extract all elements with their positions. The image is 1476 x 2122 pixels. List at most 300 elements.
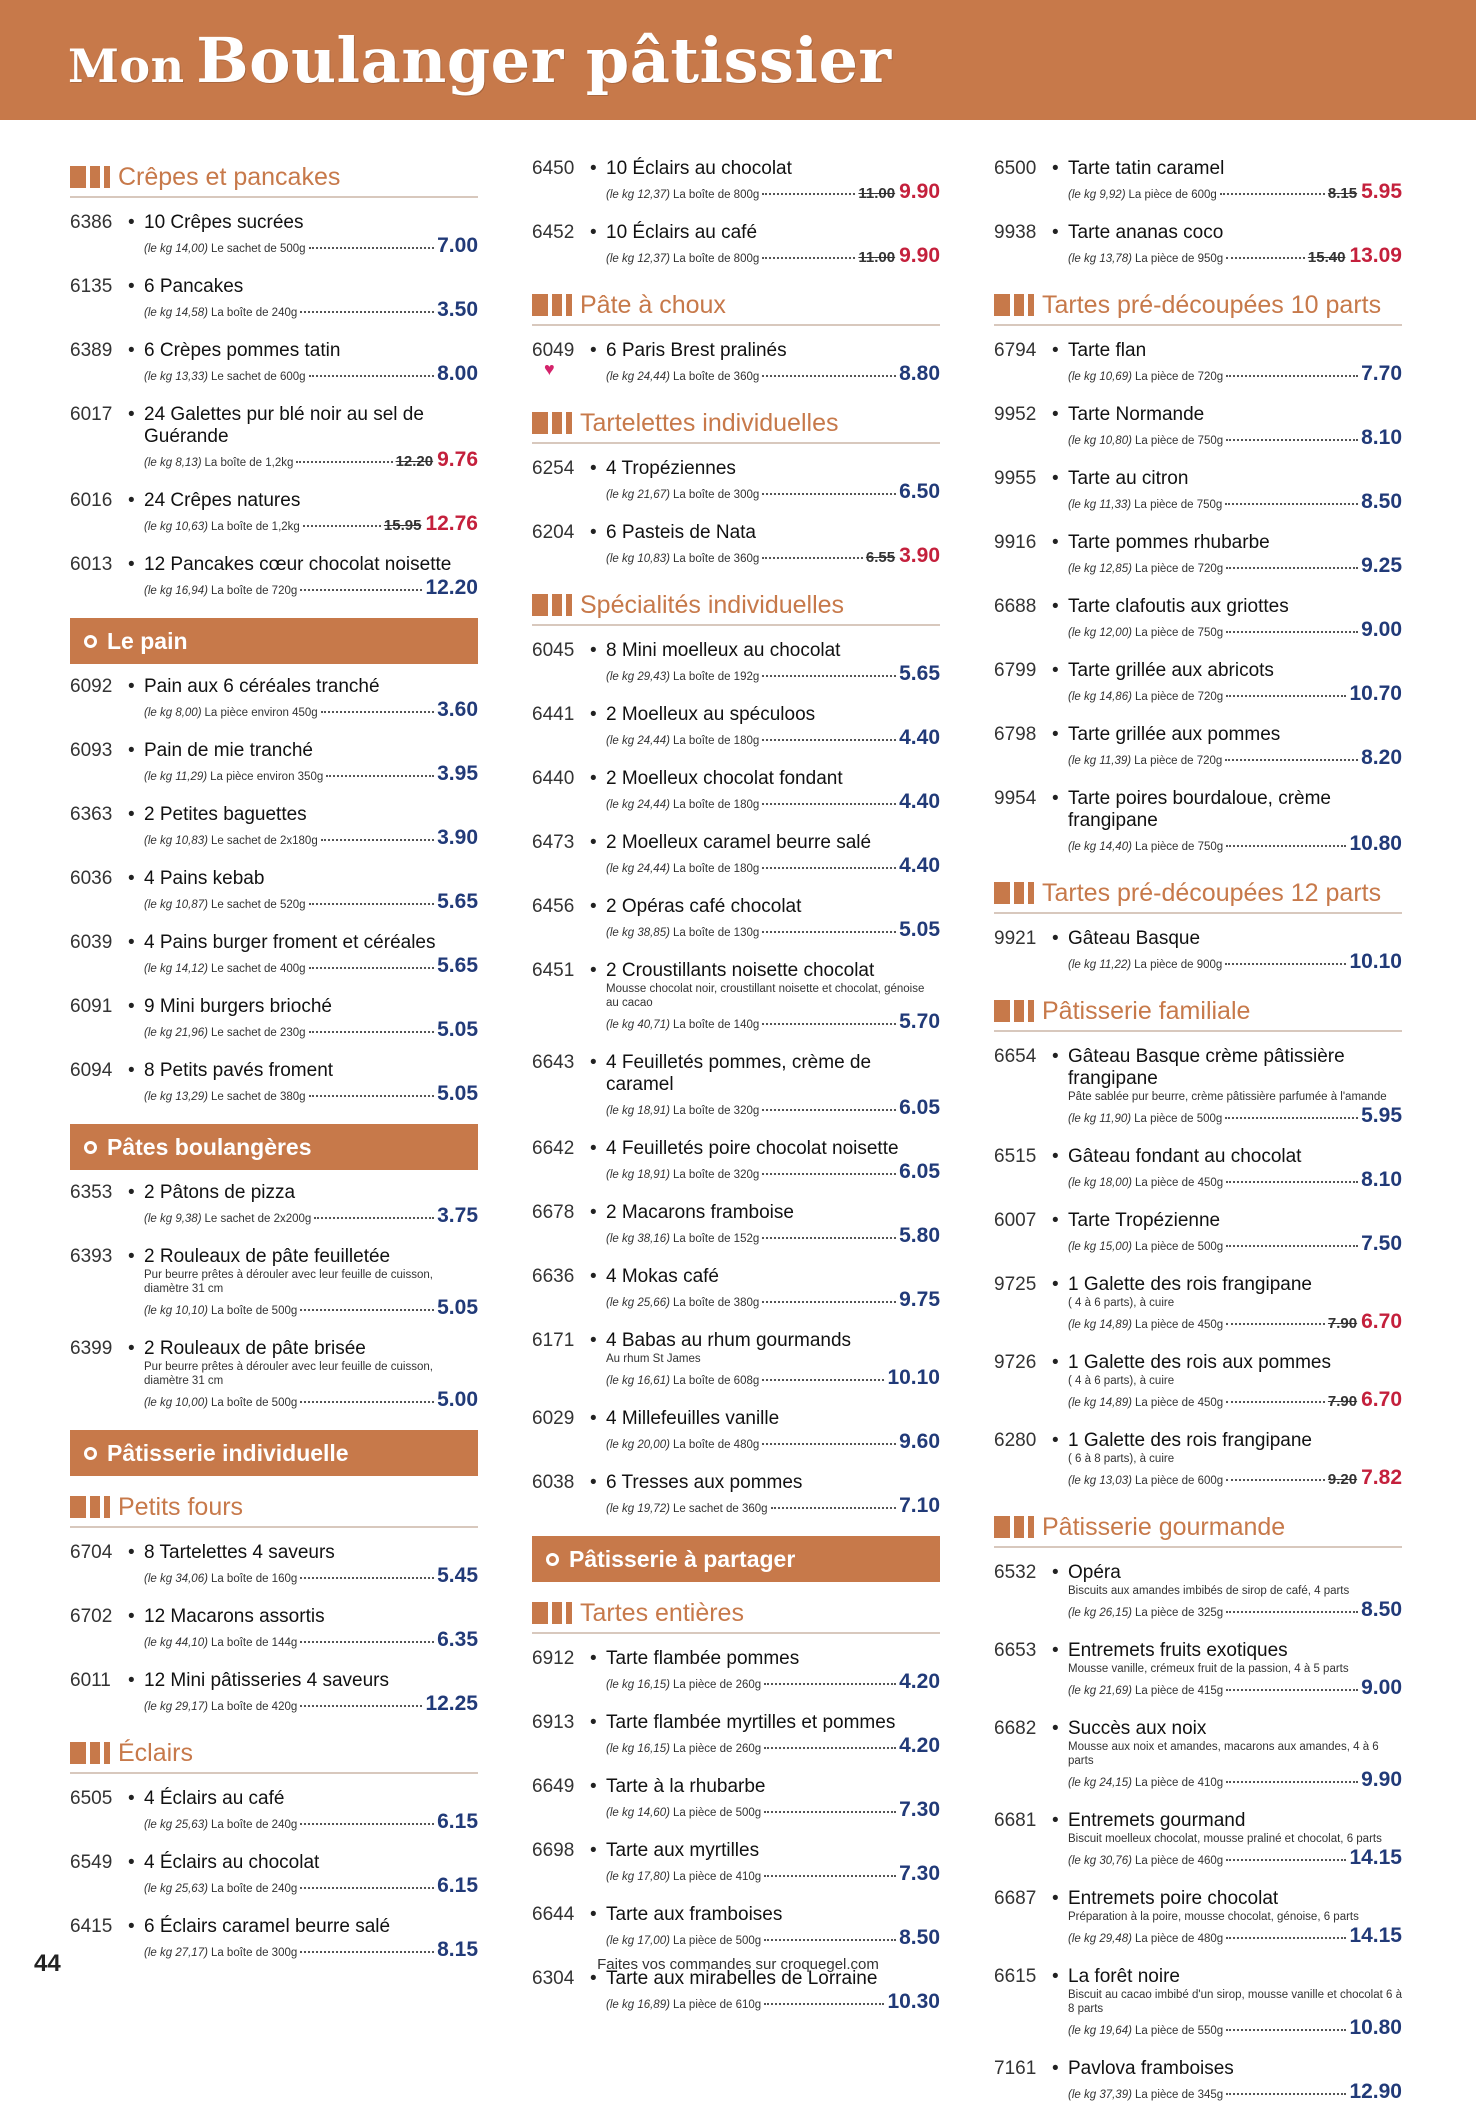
product-price: 12.20 xyxy=(425,576,478,599)
catalog-column-1 xyxy=(70,150,478,1980)
product-name: Tarte au citron xyxy=(1068,468,1189,489)
dotted-leader xyxy=(762,193,855,195)
bullet-icon: • xyxy=(128,490,135,511)
product-item[interactable] xyxy=(994,1562,1402,1622)
product-name: 4 Babas au rhum gourmands xyxy=(606,1330,852,1351)
product-item[interactable] xyxy=(532,1330,940,1390)
price-per-kg: (le kg 17,80) xyxy=(606,1871,670,1883)
product-price: 5.80 xyxy=(899,1224,940,1247)
product-price: 4.40 xyxy=(899,726,940,749)
product-price: 5.05 xyxy=(899,918,940,941)
price-per-kg: (le kg 18,00) xyxy=(1068,1177,1132,1189)
product-item[interactable] xyxy=(70,740,478,786)
product-item[interactable] xyxy=(532,1840,940,1886)
product-item[interactable] xyxy=(994,1966,1402,2040)
product-item[interactable] xyxy=(994,660,1402,706)
circle-icon xyxy=(84,1447,97,1460)
bars-icon xyxy=(994,882,1034,904)
product-item[interactable] xyxy=(70,1788,478,1834)
product-item[interactable] xyxy=(532,1408,940,1454)
product-name: 24 Crêpes natures xyxy=(144,490,301,511)
bars-icon xyxy=(532,294,572,316)
product-item[interactable] xyxy=(70,1606,478,1652)
product-price: 5.65 xyxy=(899,662,940,685)
product-code: 6135 xyxy=(70,276,113,297)
price-per-kg: (le kg 38,16) xyxy=(606,1233,670,1245)
catalog-section xyxy=(994,992,1402,1490)
product-code: 6171 xyxy=(532,1330,575,1351)
subsection-title: Pâtisserie familiale xyxy=(1042,996,1251,1025)
price-per-kg: (le kg 12,85) xyxy=(1068,563,1132,575)
price-line xyxy=(144,1388,478,1412)
product-item[interactable] xyxy=(532,1472,940,1518)
product-price: 8.50 xyxy=(1361,1598,1402,1621)
bullet-icon: • xyxy=(1052,596,1059,617)
product-item[interactable] xyxy=(994,2058,1402,2104)
product-name: 2 Pâtons de pizza xyxy=(144,1182,296,1203)
product-price: 5.65 xyxy=(437,890,478,913)
product-item[interactable] xyxy=(532,896,940,942)
product-item[interactable] xyxy=(532,1052,940,1120)
product-code: 6654 xyxy=(994,1046,1037,1067)
bullet-icon: • xyxy=(128,1670,135,1691)
product-item[interactable] xyxy=(532,1266,940,1312)
dotted-leader xyxy=(762,739,896,741)
product-body xyxy=(1068,596,1402,642)
price-line xyxy=(606,1734,940,1758)
price-line xyxy=(144,576,478,600)
product-code: 6093 xyxy=(70,740,113,761)
product-code: 6452 xyxy=(532,222,575,243)
price-per-kg: (le kg 27,17) xyxy=(144,1947,208,1959)
product-item[interactable] xyxy=(994,532,1402,578)
product-price: 8.00 xyxy=(437,362,478,385)
product-name: Tarte aux framboises xyxy=(606,1904,783,1925)
price-per-kg: (le kg 10,63) xyxy=(144,521,208,533)
product-body xyxy=(1068,340,1402,386)
product-price: 9.25 xyxy=(1361,554,1402,577)
subsection-title: Tartes pré-découpées 12 parts xyxy=(1042,878,1382,907)
product-body xyxy=(1068,1718,1402,1792)
product-item[interactable] xyxy=(532,158,940,204)
product-price: 7.10 xyxy=(899,1494,940,1517)
product-body xyxy=(144,212,478,258)
product-description: Mousse aux noix et amandes, macarons aux amandes, 4 à 6 parts xyxy=(1068,1741,1379,1767)
product-body xyxy=(606,1712,940,1758)
product-price: 9.90 xyxy=(899,244,940,267)
subsection-header xyxy=(532,404,940,444)
product-item[interactable] xyxy=(994,1352,1402,1412)
package-size: La boîte de 1,2kg xyxy=(204,457,294,469)
product-name: Tarte flambée myrtilles et pommes xyxy=(606,1712,896,1733)
product-body xyxy=(606,1266,940,1312)
package-size: La pièce de 720g xyxy=(1134,691,1224,703)
product-item[interactable] xyxy=(994,1640,1402,1700)
product-item[interactable] xyxy=(994,596,1402,642)
subsection-title: Tartelettes individuelles xyxy=(580,408,839,437)
bullet-icon: • xyxy=(590,832,597,853)
product-item[interactable] xyxy=(532,1138,940,1184)
product-item[interactable] xyxy=(70,404,478,472)
product-name: Succès aux noix xyxy=(1068,1718,1207,1739)
product-item[interactable] xyxy=(70,340,478,386)
product-body xyxy=(144,1246,478,1320)
product-body xyxy=(144,1788,478,1834)
product-item[interactable] xyxy=(532,704,940,750)
bars-icon xyxy=(532,412,572,434)
product-item[interactable] xyxy=(994,1810,1402,1870)
package-size: La boîte de 130g xyxy=(672,927,760,939)
bullet-icon: • xyxy=(128,554,135,575)
product-item[interactable] xyxy=(532,768,940,814)
product-item[interactable] xyxy=(994,1146,1402,1192)
price-per-kg: (le kg 17,00) xyxy=(606,1935,670,1947)
price-per-kg: (le kg 25,66) xyxy=(606,1297,670,1309)
product-item[interactable] xyxy=(994,1888,1402,1948)
price-per-kg: (le kg 16,94) xyxy=(144,585,208,597)
product-item[interactable] xyxy=(70,868,478,914)
product-body xyxy=(1068,1210,1402,1256)
package-size: La boîte de 380g xyxy=(672,1297,760,1309)
product-code: 6473 xyxy=(532,832,575,853)
bullet-icon: • xyxy=(1052,158,1059,179)
price-line xyxy=(606,1288,940,1312)
product-name: Entremets fruits exotiques xyxy=(1068,1640,1288,1661)
dotted-leader xyxy=(762,557,863,559)
dotted-leader xyxy=(300,1641,434,1643)
package-size: La boîte de 240g xyxy=(210,1819,298,1831)
product-item[interactable] xyxy=(532,1904,940,1950)
price-per-kg: (le kg 10,10) xyxy=(144,1305,208,1317)
product-price: 7.00 xyxy=(437,234,478,257)
product-item[interactable] xyxy=(994,1718,1402,1792)
product-description: Mousse chocolat noir, croustillant noisette et chocolat, génoise au cacao xyxy=(606,983,925,1009)
price-line xyxy=(606,1670,940,1694)
product-item[interactable] xyxy=(70,1246,478,1320)
product-item[interactable] xyxy=(70,1852,478,1898)
price-line xyxy=(1068,1232,1402,1256)
dotted-leader xyxy=(300,311,434,313)
old-price: 11.00 xyxy=(858,185,896,202)
price-line xyxy=(1068,1846,1402,1870)
package-size: La boîte de 608g xyxy=(672,1375,760,1387)
product-body xyxy=(144,1060,478,1106)
product-item[interactable] xyxy=(70,996,478,1042)
price-per-kg: (le kg 38,85) xyxy=(606,927,670,939)
product-name: 4 Pains burger froment et céréales xyxy=(144,932,436,953)
product-item[interactable] xyxy=(994,1046,1402,1128)
product-body xyxy=(606,1202,940,1248)
product-description: Préparation à la poire, mousse chocolat, génoise, 6 parts xyxy=(1068,1911,1359,1923)
bullet-icon: • xyxy=(128,1060,135,1081)
catalog-section xyxy=(532,404,940,568)
product-body xyxy=(1068,1966,1402,2040)
price-line xyxy=(606,180,940,204)
package-size: Le sachet de 230g xyxy=(210,1027,306,1039)
product-body xyxy=(144,1182,478,1228)
product-item[interactable] xyxy=(70,276,478,322)
bullet-icon: • xyxy=(590,1138,597,1159)
product-name: La forêt noire xyxy=(1068,1966,1180,1987)
old-price: 15.95 xyxy=(383,517,422,534)
package-size: Le sachet de 400g xyxy=(210,963,306,975)
dotted-leader xyxy=(300,1309,434,1311)
product-price: 6.50 xyxy=(899,480,940,503)
product-price: 3.75 xyxy=(437,1204,478,1227)
dotted-leader xyxy=(762,1023,896,1025)
product-item[interactable] xyxy=(70,1542,478,1588)
product-name: Tarte Normande xyxy=(1068,404,1205,425)
bullet-icon: • xyxy=(128,1916,135,1937)
price-per-kg: (le kg 24,15) xyxy=(1068,1777,1132,1789)
product-item[interactable] xyxy=(994,404,1402,450)
product-name: 12 Pancakes cœur chocolat noisette xyxy=(144,554,452,575)
package-size: Le sachet de 500g xyxy=(210,243,306,255)
product-item[interactable] xyxy=(70,212,478,258)
product-name: 2 Croustillants noisette chocolat xyxy=(606,960,875,981)
product-name: 8 Tartelettes 4 saveurs xyxy=(144,1542,335,1563)
bullet-icon: • xyxy=(128,276,135,297)
product-code: 6653 xyxy=(994,1640,1037,1661)
dotted-leader xyxy=(1225,963,1346,965)
package-size: La boîte de 144g xyxy=(210,1637,298,1649)
dotted-leader xyxy=(764,1875,896,1877)
price-per-kg: (le kg 29,48) xyxy=(1068,1933,1132,1945)
dotted-leader xyxy=(1226,1479,1325,1481)
product-item[interactable] xyxy=(994,222,1402,268)
product-item[interactable] xyxy=(994,158,1402,204)
price-line xyxy=(1068,1388,1402,1412)
product-name: Entremets poire chocolat xyxy=(1068,1888,1279,1909)
product-price: 9.00 xyxy=(1361,618,1402,641)
product-item[interactable] xyxy=(70,554,478,600)
catalog-section xyxy=(994,158,1402,268)
product-body xyxy=(606,340,940,386)
dotted-leader xyxy=(300,1705,422,1707)
circle-icon xyxy=(84,635,97,648)
bullet-icon: • xyxy=(590,1472,597,1493)
price-per-kg: (le kg 10,80) xyxy=(1068,435,1132,447)
product-item[interactable] xyxy=(70,1060,478,1106)
product-name: Tarte flan xyxy=(1068,340,1147,361)
bullet-icon: • xyxy=(590,1968,597,1989)
product-item[interactable] xyxy=(532,522,940,568)
product-code: 6682 xyxy=(994,1718,1037,1739)
product-body xyxy=(606,896,940,942)
package-size: La boîte de 1,2kg xyxy=(210,521,300,533)
product-item[interactable] xyxy=(70,1338,478,1412)
bullet-icon: • xyxy=(128,740,135,761)
product-body xyxy=(144,1852,478,1898)
product-name: Entremets gourmand xyxy=(1068,1810,1246,1831)
price-per-kg: (le kg 29,17) xyxy=(144,1701,208,1713)
dotted-leader xyxy=(1226,1323,1325,1325)
category-banner xyxy=(70,618,478,664)
product-body xyxy=(144,490,478,536)
package-size: La boîte de 500g xyxy=(210,1305,298,1317)
product-item[interactable] xyxy=(994,468,1402,514)
price-line xyxy=(1068,1104,1402,1128)
product-body xyxy=(144,740,478,786)
bullet-icon: • xyxy=(128,676,135,697)
package-size: La pièce de 610g xyxy=(672,1999,762,2011)
bullet-icon: • xyxy=(1052,1430,1059,1451)
product-body xyxy=(606,960,940,1034)
package-size: La boîte de 180g xyxy=(672,735,760,747)
product-item[interactable] xyxy=(70,1670,478,1716)
package-size: La pièce environ 450g xyxy=(204,707,318,719)
product-item[interactable] xyxy=(532,1776,940,1822)
bullet-icon: • xyxy=(590,896,597,917)
product-item[interactable] xyxy=(532,340,940,386)
dotted-leader xyxy=(762,493,896,495)
price-per-kg: (le kg 10,83) xyxy=(144,835,208,847)
product-name: 4 Pains kebab xyxy=(144,868,265,889)
product-body xyxy=(1068,1640,1402,1700)
product-body xyxy=(606,640,940,686)
price-per-kg: (le kg 14,58) xyxy=(144,307,208,319)
price-line xyxy=(144,1296,478,1320)
dotted-leader xyxy=(764,1683,896,1685)
product-body xyxy=(606,522,940,568)
price-line xyxy=(144,1018,478,1042)
product-item[interactable] xyxy=(532,832,940,878)
product-body xyxy=(144,932,478,978)
product-description: Au rhum St James xyxy=(606,1353,701,1365)
price-line xyxy=(1068,1168,1402,1192)
subsection-header xyxy=(994,286,1402,326)
product-item[interactable] xyxy=(994,1274,1402,1334)
product-item[interactable] xyxy=(532,1968,940,2014)
product-item[interactable] xyxy=(994,1210,1402,1256)
product-price: 3.60 xyxy=(437,698,478,721)
product-code: 6280 xyxy=(994,1430,1037,1451)
product-item[interactable] xyxy=(532,640,940,686)
bullet-icon: • xyxy=(1052,1046,1059,1067)
product-price: 3.90 xyxy=(899,544,940,567)
dotted-leader xyxy=(309,1031,435,1033)
price-per-kg: (le kg 11,39) xyxy=(1068,755,1132,767)
package-size: La boîte de 320g xyxy=(672,1169,760,1181)
price-per-kg: (le kg 13,29) xyxy=(144,1091,208,1103)
product-price: 3.50 xyxy=(437,298,478,321)
product-name: Tarte poires bourdaloue, crème frangipane xyxy=(1068,788,1331,831)
product-price: 10.30 xyxy=(887,1990,940,2013)
price-line xyxy=(606,1926,940,1950)
product-price: 8.15 xyxy=(437,1938,478,1961)
subsection-title: Petits fours xyxy=(118,1492,244,1521)
product-item[interactable] xyxy=(70,676,478,722)
catalog-section xyxy=(994,874,1402,974)
product-item[interactable] xyxy=(70,1182,478,1228)
dotted-leader xyxy=(1226,375,1358,377)
product-price: 10.80 xyxy=(1349,2016,1402,2039)
dotted-leader xyxy=(764,1939,896,1941)
product-code: 6094 xyxy=(70,1060,113,1081)
price-per-kg: (le kg 15,00) xyxy=(1068,1241,1132,1253)
product-price: 7.30 xyxy=(899,1862,940,1885)
product-code: 6615 xyxy=(994,1966,1037,1987)
product-item[interactable] xyxy=(994,724,1402,770)
package-size: La pièce de 950g xyxy=(1134,253,1224,265)
bullet-icon: • xyxy=(1052,222,1059,243)
product-body xyxy=(606,1408,940,1454)
product-name: 2 Macarons framboise xyxy=(606,1202,794,1223)
product-body xyxy=(606,1330,940,1390)
package-size: La pièce de 500g xyxy=(1134,1113,1223,1125)
product-price: 14.15 xyxy=(1349,1924,1402,1947)
product-price: 7.50 xyxy=(1361,1232,1402,1255)
product-item[interactable] xyxy=(532,222,940,268)
package-size: La boîte de 720g xyxy=(210,585,298,597)
price-line xyxy=(1068,426,1402,450)
price-line xyxy=(606,1862,940,1886)
product-item[interactable] xyxy=(532,960,940,1034)
product-price: 5.65 xyxy=(437,954,478,977)
subsection-title: Tartes entières xyxy=(580,1598,744,1627)
dotted-leader xyxy=(300,1401,434,1403)
product-body xyxy=(606,704,940,750)
product-name: 6 Paris Brest pralinés xyxy=(606,340,787,361)
dotted-leader xyxy=(762,1379,884,1381)
product-item[interactable] xyxy=(994,788,1402,856)
bars-icon xyxy=(532,1602,572,1624)
product-price: 6.70 xyxy=(1361,1388,1402,1411)
product-name: 6 Tresses aux pommes xyxy=(606,1472,803,1493)
package-size: La pièce de 720g xyxy=(1134,755,1223,767)
product-item[interactable] xyxy=(70,804,478,850)
catalog-section xyxy=(70,1124,478,1412)
dotted-leader xyxy=(309,967,435,969)
catalog-section xyxy=(70,1488,478,1716)
price-line xyxy=(144,826,478,850)
dotted-leader xyxy=(1226,1245,1358,1247)
dotted-leader xyxy=(762,1237,896,1239)
product-item[interactable] xyxy=(994,340,1402,386)
product-item[interactable] xyxy=(532,1202,940,1248)
product-item[interactable] xyxy=(532,1648,940,1694)
old-price: 7.90 xyxy=(1327,1393,1358,1410)
product-item[interactable] xyxy=(70,490,478,536)
package-size: La pièce de 500g xyxy=(672,1935,762,1947)
product-code: 6038 xyxy=(532,1472,575,1493)
price-line xyxy=(144,362,478,386)
product-item[interactable] xyxy=(532,1712,940,1758)
bars-icon xyxy=(532,594,572,616)
product-body xyxy=(1068,1430,1402,1490)
product-code: 6794 xyxy=(994,340,1037,361)
product-code: 6029 xyxy=(532,1408,575,1429)
package-size: La pièce de 600g xyxy=(1134,1475,1224,1487)
dotted-leader xyxy=(1226,695,1346,697)
product-code: 6681 xyxy=(994,1810,1037,1831)
bullet-icon: • xyxy=(128,804,135,825)
package-size: La boîte de 180g xyxy=(672,799,760,811)
dotted-leader xyxy=(1225,759,1358,761)
bullet-icon: • xyxy=(1052,724,1059,745)
product-price: 10.10 xyxy=(887,1366,940,1389)
product-item[interactable] xyxy=(532,458,940,504)
product-body xyxy=(1068,532,1402,578)
price-per-kg: (le kg 10,83) xyxy=(606,553,670,565)
product-item[interactable] xyxy=(994,928,1402,974)
product-item[interactable] xyxy=(70,932,478,978)
dotted-leader xyxy=(762,675,896,677)
price-per-kg: (le kg 16,61) xyxy=(606,1375,670,1387)
category-title: Pâtes boulangères xyxy=(107,1133,312,1160)
product-item[interactable] xyxy=(994,1430,1402,1490)
bars-icon xyxy=(994,1516,1034,1538)
